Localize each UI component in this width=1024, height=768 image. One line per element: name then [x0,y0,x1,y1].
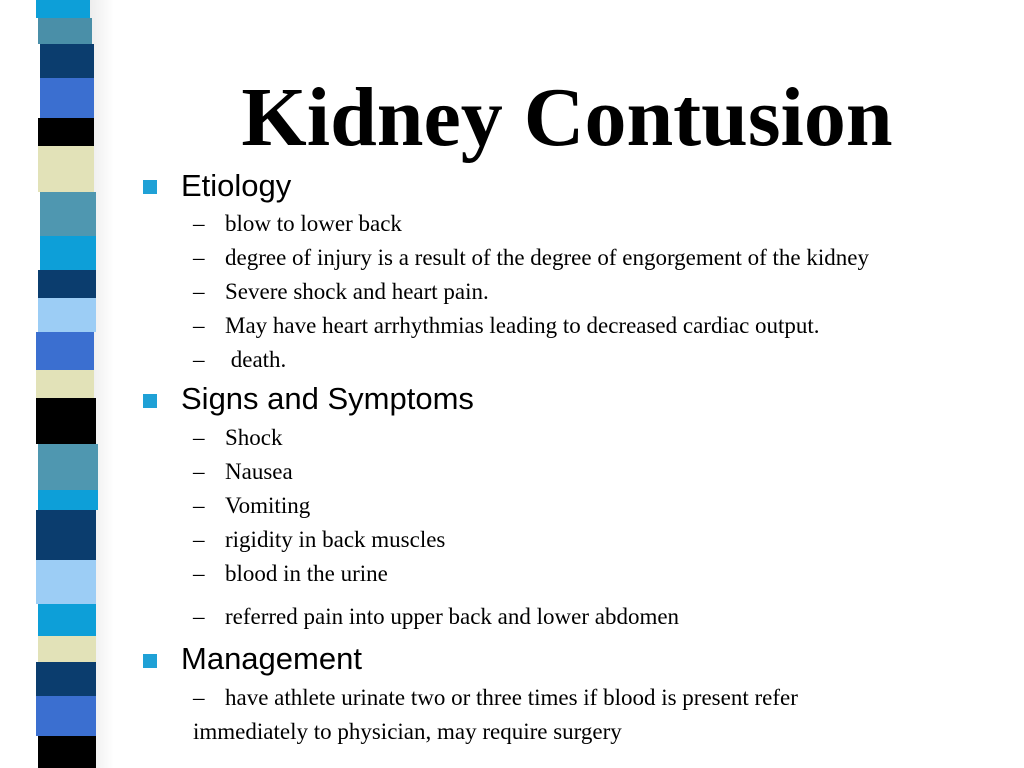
stripe-band [38,118,94,146]
stripe-band [38,604,96,636]
list-item: Severe shock and heart pain. [225,279,489,304]
bullet-square-icon [143,654,157,668]
stripe-band [38,18,92,44]
dash-icon: – [193,211,205,236]
dash-icon: – [193,459,205,484]
list-item-continuation: immediately to physician, may require surgery [193,719,622,744]
list-item: rigidity in back muscles [225,527,446,552]
stripe-band [40,236,96,270]
stripe-band [38,298,96,332]
stripe-band [38,736,96,768]
decorative-stripe [36,0,98,768]
section-heading-signs-and-symptoms: Signs and Symptoms [181,381,474,416]
stripe-band [38,636,96,662]
stripe-band [36,560,96,604]
stripe-band [38,490,98,510]
bullet-square-icon [143,394,157,408]
list-item: Vomiting [225,493,311,518]
dash-icon: – [193,493,205,518]
stripe-band [36,0,90,18]
stripe-band [40,78,94,118]
dash-icon: – [193,313,205,338]
stripe-band [36,662,96,696]
stripe-band [36,398,96,444]
list-item: have athlete urinate two or three times if blood is present refer [225,685,798,710]
list-item: Nausea [225,459,293,484]
dash-icon: – [193,604,205,629]
list-item: blood in the urine [225,561,388,586]
list-item: Shock [225,425,283,450]
stripe-band [40,192,96,236]
stripe-band [38,146,94,192]
section-heading-management: Management [181,641,362,676]
list-item: death. [225,347,287,372]
stripe-band [40,44,94,78]
stripe-band [36,332,94,370]
stripe-band [36,696,96,736]
dash-icon: – [193,527,205,552]
dash-icon: – [193,347,205,372]
dash-icon: – [193,685,205,710]
dash-icon: – [193,279,205,304]
dash-icon: – [193,425,205,450]
section-heading-etiology: Etiology [181,168,292,203]
bullet-square-icon [143,180,157,194]
list-item: blow to lower back [225,211,402,236]
stripe-band [38,444,98,490]
list-item: degree of injury is a result of the degree of engorgement of the kidney [225,245,869,270]
list-item: referred pain into upper back and lower abdomen [225,604,680,629]
stripe-band [36,510,96,560]
list-item: May have heart arrhythmias leading to decreased cardiac output. [225,313,820,338]
stripe-band [36,370,94,398]
stripe-band [38,270,96,298]
slide-title: Kidney Contusion [241,71,893,164]
dash-icon: – [193,561,205,586]
dash-icon: – [193,245,205,270]
